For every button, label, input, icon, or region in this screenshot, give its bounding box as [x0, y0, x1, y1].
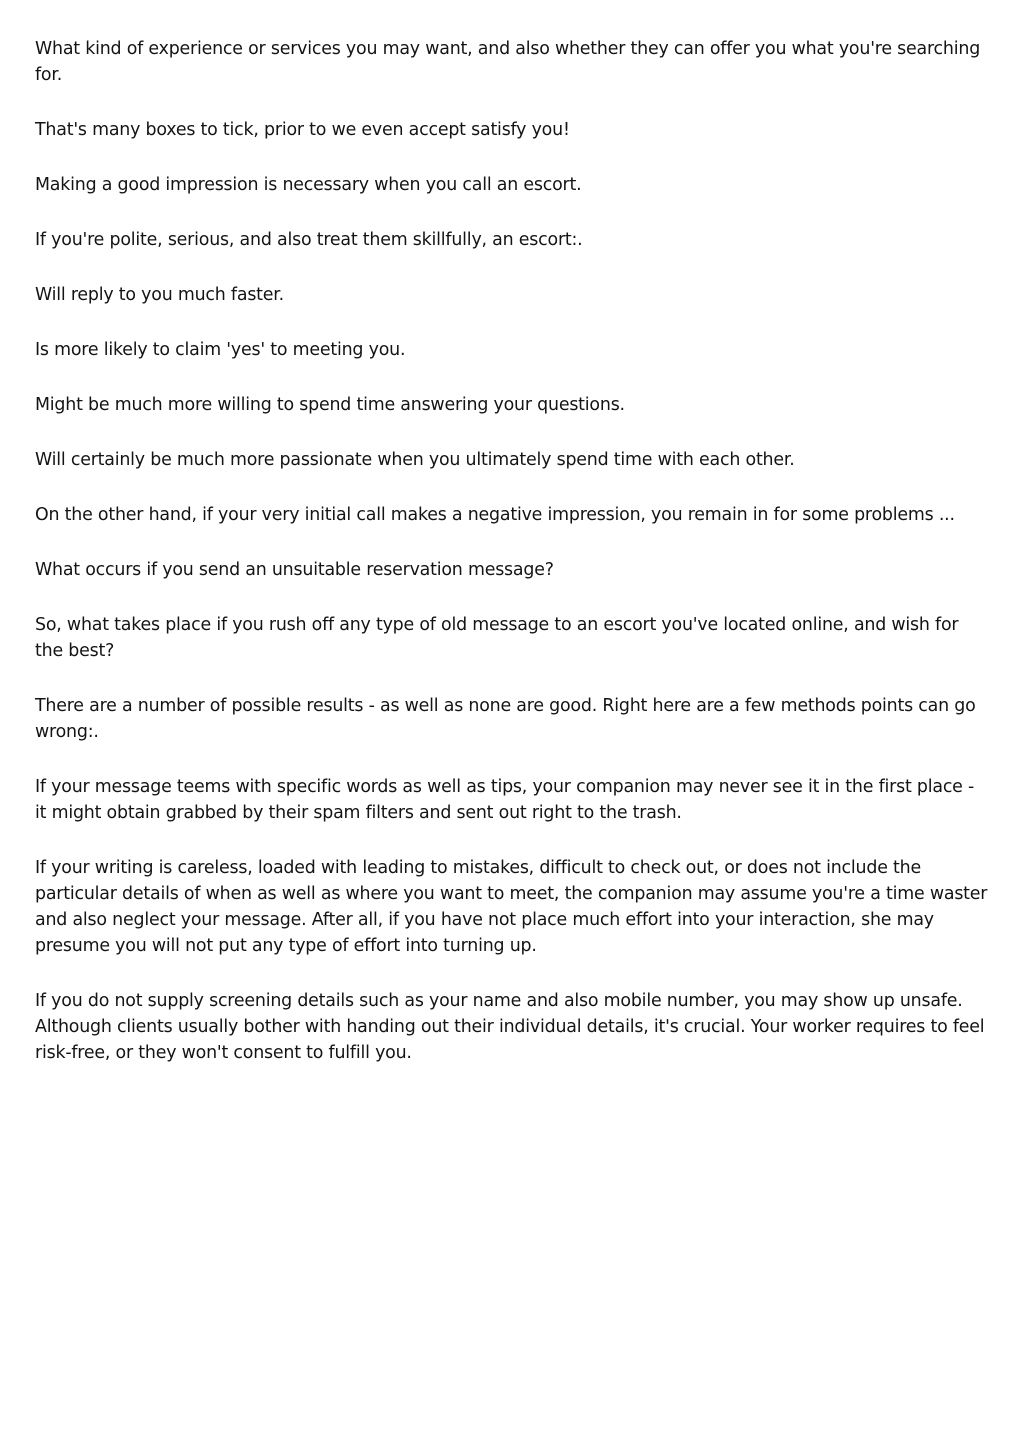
paragraph: If your message teems with specific words as well as tips, your companion may never see it in the first place - it might obtain grabbed by their spam filters and sent out right to the trash. [35, 777, 975, 823]
paragraph: Might be much more willing to spend time answering your questions. [35, 395, 625, 415]
paragraph: If your writing is careless, loaded with leading to mistakes, difficult to check out, or does not include the particular details of when as well as where you want to meet, the companion may assume you're a time waster and also neglect your message. After all, if you have not place much effort into your interaction, she may presume you will not put any type of effort into turning up. [35, 858, 988, 956]
paragraph: So, what takes place if you rush off any type of old message to an escort you've located online, and wish for the best? [35, 615, 959, 661]
paragraph: Is more likely to claim 'yes' to meeting you. [35, 340, 406, 360]
paragraph: What occurs if you send an unsuitable reservation message? [35, 560, 554, 580]
paragraph: On the other hand, if your very initial call makes a negative impression, you remain in for some problems ... [35, 505, 955, 525]
paragraph: That's many boxes to tick, prior to we even accept satisfy you! [35, 120, 570, 140]
paragraph: Will reply to you much faster. [35, 285, 284, 305]
paragraph: If you do not supply screening details such as your name and also mobile number, you may show up unsafe. Although clients usually bother with handing out their individual details, it's crucial. Your worker requires to feel risk-free, or they won't consent to fulfill you. [35, 991, 985, 1063]
paragraph: Making a good impression is necessary when you call an escort. [35, 175, 582, 195]
paragraph: There are a number of possible results - as well as none are good. Right here are a few methods points can go wrong:. [35, 696, 976, 742]
paragraph: Will certainly be much more passionate when you ultimately spend time with each other. [35, 450, 795, 470]
paragraph: What kind of experience or services you may want, and also whether they can offer you what you're searching for. [35, 39, 981, 85]
paragraph: If you're polite, serious, and also treat them skillfully, an escort:. [35, 230, 583, 250]
